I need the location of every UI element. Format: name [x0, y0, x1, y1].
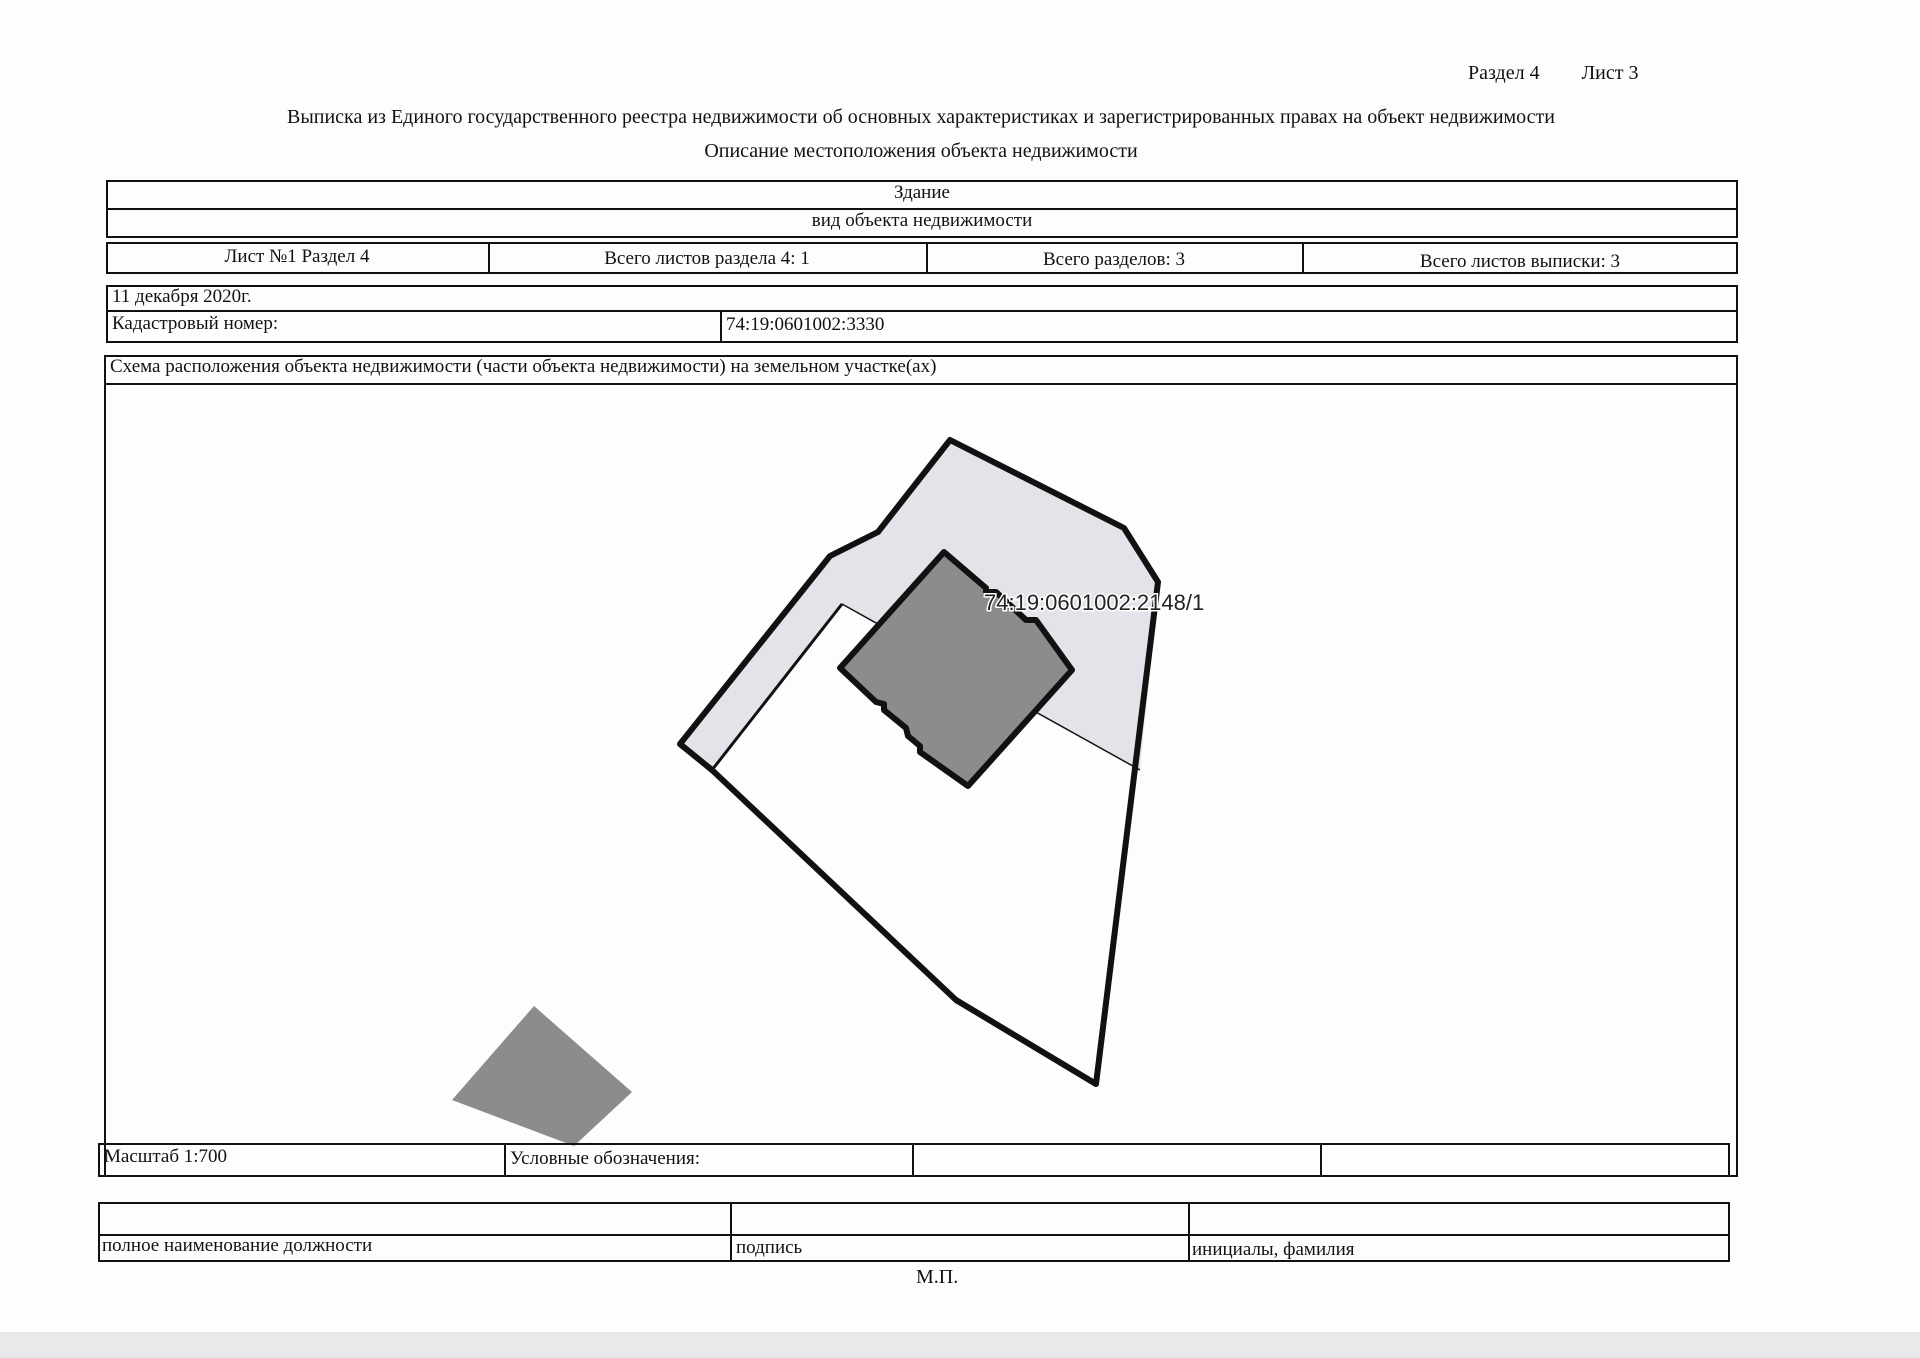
record-date: 11 декабря 2020г. [112, 286, 252, 307]
divider [1320, 1143, 1322, 1177]
legend-label: Условные обозначения: [510, 1148, 701, 1169]
total-sections-cell: Всего разделов: 3 [1042, 249, 1186, 270]
divider [504, 1143, 506, 1177]
scan-edge [0, 1332, 1920, 1358]
sheets-in-section-cell: Всего листов раздела 4: 1 [604, 248, 810, 269]
document-subtitle: Описание местоположения объекта недвижимости [704, 140, 1138, 162]
parcel-label: 74:19:0601002:2148/1 [984, 590, 1205, 615]
divider [730, 1202, 732, 1262]
document-title: Выписка из Единого государственного реестра недвижимости об основных характеристиках и зарегистрированных правах на объект недвижимости [286, 106, 1555, 128]
signature-caption: подпись [736, 1237, 803, 1258]
legend-row [98, 1143, 1730, 1177]
divider [1188, 1202, 1190, 1262]
cadastral-number: 74:19:0601002:3330 [726, 314, 885, 335]
scheme-caption: Схема расположения объекта недвижимости (части объекта недвижимости) на земельном участке(ах) [110, 356, 937, 377]
stamp-placeholder: М.П. [916, 1266, 959, 1288]
object-type-caption: вид объекта недвижимости [811, 210, 1033, 231]
object-type-value: Здание [894, 182, 950, 203]
sheet-section-cell: Лист №1 Раздел 4 [224, 246, 370, 267]
name-caption: инициалы, фамилия [1192, 1239, 1355, 1260]
scale-label: Масштаб 1:700 [104, 1146, 228, 1167]
section-number: Раздел 4 [1468, 62, 1540, 84]
sheet-number: Лист 3 [1581, 62, 1639, 84]
total-sheets-cell: Всего листов выписки: 3 [1419, 251, 1621, 272]
position-caption: полное наименование должности [102, 1235, 373, 1256]
cadastral-label: Кадастровый номер: [112, 313, 279, 334]
adjacent-building [452, 1006, 632, 1146]
divider [912, 1143, 914, 1177]
